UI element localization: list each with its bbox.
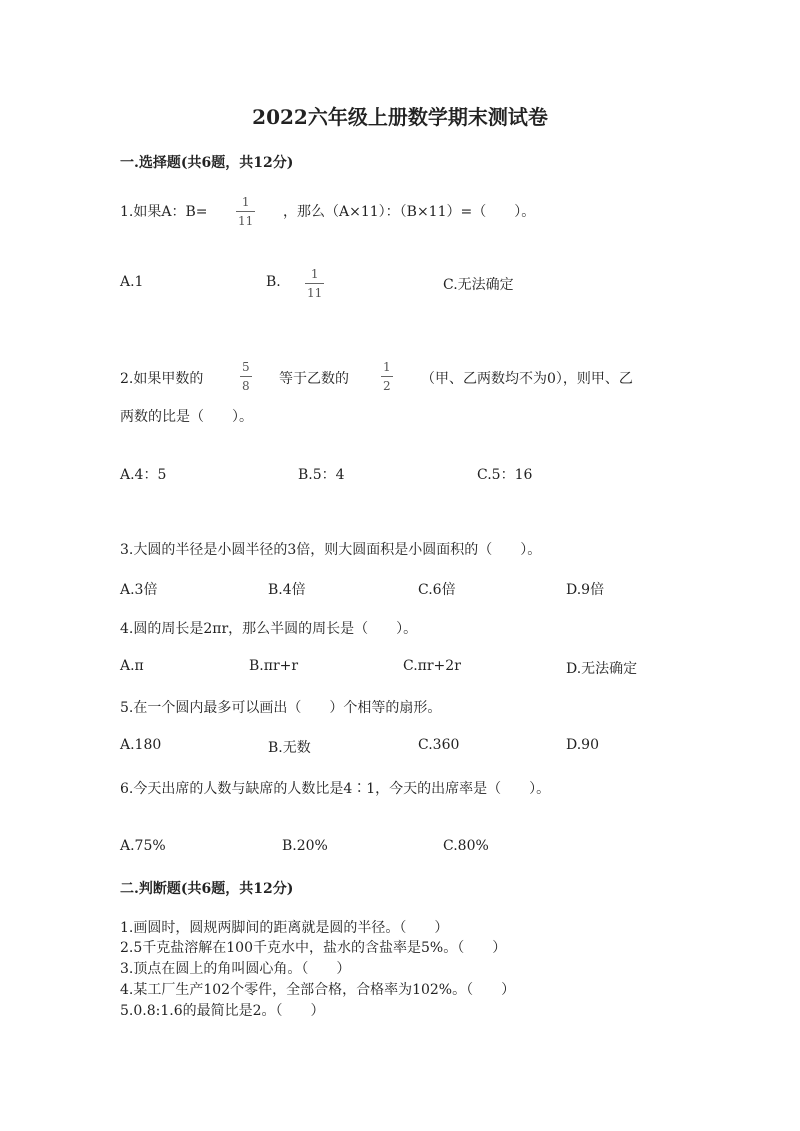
question-1-option-b-fraction bbox=[305, 268, 324, 299]
fraction-denominator: 8 bbox=[240, 376, 252, 392]
question-4-option-c: C.πr+2r bbox=[403, 658, 461, 674]
fraction-denominator: 11 bbox=[236, 211, 255, 227]
question-1-option-a: A.1 bbox=[120, 274, 144, 290]
question-1-option-c: C.无法确定 bbox=[443, 277, 514, 293]
question-3-option-b: B.4倍 bbox=[268, 582, 306, 598]
section-heading-choice: 一.选择题(共6题，共12分) bbox=[120, 155, 294, 171]
question-5-option-a: A.180 bbox=[120, 737, 162, 753]
question-3-option-d: D.9倍 bbox=[566, 582, 605, 598]
fraction-denominator: 2 bbox=[381, 376, 393, 392]
question-5-option-c: C.360 bbox=[418, 737, 460, 753]
question-4-option-a: A.π bbox=[120, 658, 144, 674]
question-2-option-c: C.5：16 bbox=[477, 467, 533, 483]
question-2-line-2: 两数的比是（ ）。 bbox=[120, 409, 253, 425]
question-1-option-b: B. bbox=[266, 274, 281, 290]
fraction-denominator: 11 bbox=[305, 283, 324, 299]
judgment-item: 1.画圆时，圆规两脚间的距离就是圆的半径。（ ） bbox=[120, 920, 449, 936]
judgment-item: 4.某工厂生产102个零件，全部合格，合格率为102%。（ ） bbox=[120, 982, 516, 998]
question-2-option-a: A.4：5 bbox=[120, 467, 167, 483]
page-title: 2022六年级上册数学期末测试卷 bbox=[252, 105, 548, 129]
judgment-item: 3.顶点在圆上的角叫圆心角。（ ） bbox=[120, 961, 351, 977]
fraction-numerator: 1 bbox=[241, 195, 250, 209]
question-3-text: 3.大圆的半径是小圆半径的3倍，则大圆面积是小圆面积的（ ）。 bbox=[120, 542, 542, 558]
question-2-fraction-2 bbox=[381, 361, 393, 392]
question-1-suffix: ，那么（A×11）：（B×11）=（ ）。 bbox=[283, 204, 536, 220]
question-2-fraction-1 bbox=[240, 361, 252, 392]
question-1-fraction bbox=[236, 196, 255, 227]
question-4-text: 4.圆的周长是2πr，那么半圆的周长是（ ）。 bbox=[120, 621, 418, 637]
judgment-item: 2.5千克盐溶解在100千克水中，盐水的含盐率是5%。（ ） bbox=[120, 940, 507, 956]
question-4-option-d: D.无法确定 bbox=[566, 661, 638, 677]
question-1-prefix: 1.如果A：B= bbox=[120, 204, 208, 220]
question-5-option-d: D.90 bbox=[566, 737, 599, 753]
question-5-option-b: B.无数 bbox=[268, 740, 311, 756]
question-6-option-c: C.80% bbox=[443, 838, 489, 854]
question-4-option-b: B.πr+r bbox=[249, 658, 299, 674]
question-2-prefix: 2.如果甲数的 bbox=[120, 371, 204, 387]
question-2-option-b: B.5：4 bbox=[298, 467, 345, 483]
fraction-numerator: 1 bbox=[310, 267, 319, 281]
section-heading-true-false: 二.判断题(共6题，共12分) bbox=[120, 881, 294, 897]
question-6-option-a: A.75% bbox=[120, 838, 166, 854]
fraction-numerator: 1 bbox=[383, 360, 391, 374]
question-3-option-a: A.3倍 bbox=[120, 582, 158, 598]
question-2-suffix: （甲、乙两数均不为0），则甲、乙 bbox=[421, 371, 633, 387]
fraction-numerator: 5 bbox=[242, 360, 250, 374]
question-6-option-b: B.20% bbox=[282, 838, 328, 854]
question-5-text: 5.在一个圆内最多可以画出（ ）个相等的扇形。 bbox=[120, 700, 442, 716]
judgment-item: 5.0.8:1.6的最简比是2。（ ） bbox=[120, 1003, 325, 1019]
question-3-option-c: C.6倍 bbox=[418, 582, 456, 598]
question-2-middle: 等于乙数的 bbox=[279, 371, 349, 387]
question-6-text: 6.今天出席的人数与缺席的人数比是4∶1，今天的出席率是（ ）。 bbox=[120, 781, 551, 797]
